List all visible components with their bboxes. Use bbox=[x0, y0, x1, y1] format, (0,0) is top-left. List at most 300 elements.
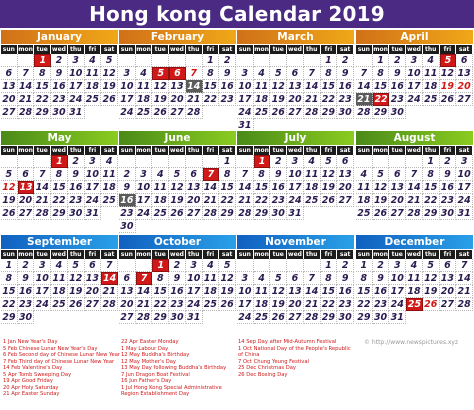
day-cell: 5 bbox=[423, 259, 440, 272]
day-cell: 15 bbox=[34, 80, 51, 93]
day-cell: 29 bbox=[373, 106, 390, 119]
day-cell: 6 bbox=[1, 67, 18, 80]
day-cell: 6 bbox=[337, 155, 354, 168]
day-grid bbox=[1, 54, 118, 119]
day-cell: 13 bbox=[337, 168, 354, 181]
day-cell: 17 bbox=[186, 285, 203, 298]
day-cell: 15 bbox=[219, 181, 236, 194]
day-cell: 20 bbox=[389, 194, 406, 207]
weekday-label: sat bbox=[101, 146, 118, 155]
day-cell: 22 bbox=[1, 298, 18, 311]
day-cell: 20 bbox=[287, 93, 304, 106]
day-cell: 1 bbox=[356, 259, 373, 272]
day-cell: 29 bbox=[219, 207, 236, 220]
day-cell: 15 bbox=[321, 285, 338, 298]
day-cell: 28 bbox=[304, 311, 321, 324]
day-cell-empty bbox=[237, 259, 254, 272]
day-cell: 7 bbox=[18, 67, 35, 80]
day-cell: 17 bbox=[287, 181, 304, 194]
holiday-item: 14 Feb Valentine's Day bbox=[3, 365, 63, 371]
day-cell: 8 bbox=[254, 168, 271, 181]
weekday-label: fri bbox=[321, 146, 338, 155]
credit-text: © http://www.newspictures.xyz bbox=[364, 339, 459, 346]
holiday-item: 1 Jan New Year's Day bbox=[3, 339, 58, 345]
day-cell: 17 bbox=[136, 194, 153, 207]
day-cell: 22 bbox=[203, 93, 220, 106]
day-cell: 16 bbox=[68, 181, 85, 194]
day-cell: 18 bbox=[356, 194, 373, 207]
day-cell: 26 bbox=[152, 106, 169, 119]
day-cell: 19 bbox=[219, 285, 236, 298]
day-cell: 16 bbox=[119, 194, 136, 207]
month-april bbox=[356, 30, 473, 119]
weekday-label: sun bbox=[237, 250, 254, 259]
day-cell: 15 bbox=[51, 181, 68, 194]
day-cell: 7 bbox=[406, 168, 423, 181]
day-cell: 6 bbox=[440, 259, 457, 272]
month-august bbox=[356, 131, 473, 220]
day-cell: 2 bbox=[51, 54, 68, 67]
day-cell: 7 bbox=[34, 168, 51, 181]
day-cell: 1 bbox=[219, 155, 236, 168]
weekday-label: wed bbox=[170, 251, 184, 258]
day-cell: 25 bbox=[51, 298, 68, 311]
day-cell: 8 bbox=[203, 67, 220, 80]
day-cell: 12 bbox=[270, 80, 287, 93]
weekday-label: tue bbox=[34, 45, 51, 54]
day-cell: 31 bbox=[389, 311, 406, 324]
day-cell: 20 bbox=[287, 298, 304, 311]
weekday-label: tue bbox=[270, 250, 287, 259]
day-cell: 4 bbox=[254, 272, 271, 285]
day-cell: 22 bbox=[423, 194, 440, 207]
day-cell: 8 bbox=[321, 67, 338, 80]
day-cell: 15 bbox=[321, 80, 338, 93]
holiday-item: 12 May Buddha's Birthday bbox=[121, 352, 190, 358]
weekday-label: wed bbox=[52, 251, 66, 258]
day-cell: 26 bbox=[1, 207, 18, 220]
day-cell: 17 bbox=[119, 93, 136, 106]
weekday-label: fri bbox=[440, 45, 457, 54]
day-cell: 6 bbox=[18, 168, 35, 181]
day-cell: 25 bbox=[136, 106, 153, 119]
day-cell: 4 bbox=[203, 259, 220, 272]
day-cell: 3 bbox=[68, 54, 85, 67]
day-cell-empty bbox=[237, 155, 254, 168]
day-cell: 9 bbox=[337, 272, 354, 285]
day-cell: 7 bbox=[101, 259, 118, 272]
day-grid bbox=[356, 54, 473, 119]
weekday-label: fri bbox=[85, 250, 102, 259]
day-cell: 12 bbox=[152, 80, 169, 93]
month-june bbox=[119, 131, 236, 233]
day-cell: 3 bbox=[136, 168, 153, 181]
day-cell: 5 bbox=[270, 272, 287, 285]
day-cell: 21 bbox=[406, 194, 423, 207]
month-name: February bbox=[119, 30, 236, 44]
day-cell-empty bbox=[406, 155, 423, 168]
day-cell: 7 bbox=[456, 259, 473, 272]
day-cell: 16 bbox=[18, 285, 35, 298]
weekday-header bbox=[119, 146, 236, 155]
day-cell: 25 bbox=[101, 194, 118, 207]
holiday-item: 19 Apr Good Friday bbox=[3, 378, 53, 384]
day-cell: 2 bbox=[270, 155, 287, 168]
weekday-label: sat bbox=[101, 250, 118, 259]
day-cell: 2 bbox=[18, 259, 35, 272]
day-cell: 15 bbox=[152, 285, 169, 298]
day-cell: 24 bbox=[136, 207, 153, 220]
weekday-label: wed bbox=[52, 147, 66, 154]
weekday-header bbox=[1, 250, 118, 259]
day-cell: 24 bbox=[34, 298, 51, 311]
day-cell: 18 bbox=[101, 181, 118, 194]
day-cell: 1 bbox=[51, 155, 68, 168]
day-cell: 27 bbox=[85, 298, 102, 311]
day-cell: 19 bbox=[423, 285, 440, 298]
day-cell: 16 bbox=[440, 181, 457, 194]
day-cell: 13 bbox=[456, 67, 473, 80]
day-cell: 20 bbox=[85, 285, 102, 298]
day-cell: 24 bbox=[237, 311, 254, 324]
day-grid bbox=[356, 259, 473, 324]
day-cell: 17 bbox=[456, 181, 473, 194]
weekday-label: mon bbox=[18, 46, 33, 53]
day-cell: 1 bbox=[34, 54, 51, 67]
day-cell-empty bbox=[119, 155, 136, 168]
day-cell: 1 bbox=[1, 259, 18, 272]
day-grid bbox=[1, 259, 118, 324]
day-cell: 20 bbox=[1, 93, 18, 106]
month-name: January bbox=[1, 30, 118, 44]
day-cell: 11 bbox=[356, 181, 373, 194]
weekday-label: sun bbox=[237, 146, 254, 155]
day-cell: 13 bbox=[440, 272, 457, 285]
day-cell-empty bbox=[119, 259, 136, 272]
day-grid bbox=[356, 155, 473, 220]
day-cell: 26 bbox=[68, 298, 85, 311]
weekday-label: thu bbox=[304, 146, 321, 155]
day-cell: 24 bbox=[119, 106, 136, 119]
day-cell: 4 bbox=[85, 54, 102, 67]
weekday-label: tue bbox=[389, 146, 406, 155]
day-grid bbox=[119, 259, 236, 324]
day-cell: 20 bbox=[18, 194, 35, 207]
holiday-item: 7 Feb Third day of Chinese Lunar New Year bbox=[3, 358, 115, 365]
day-cell: 17 bbox=[34, 285, 51, 298]
weekday-header bbox=[1, 45, 118, 54]
day-cell: 11 bbox=[101, 168, 118, 181]
weekday-label: sun bbox=[119, 146, 136, 155]
day-cell-empty bbox=[152, 155, 169, 168]
day-cell: 27 bbox=[456, 93, 473, 106]
day-cell: 7 bbox=[304, 67, 321, 80]
day-cell: 1 bbox=[254, 155, 271, 168]
day-cell: 16 bbox=[219, 80, 236, 93]
day-cell: 14 bbox=[456, 272, 473, 285]
day-cell: 24 bbox=[389, 298, 406, 311]
day-cell: 27 bbox=[440, 298, 457, 311]
day-cell: 28 bbox=[456, 298, 473, 311]
holiday-list-1 bbox=[3, 339, 121, 398]
day-cell: 12 bbox=[219, 272, 236, 285]
day-cell: 3 bbox=[237, 272, 254, 285]
holiday-item: 1 Oct National Day of the People's Republic of China bbox=[238, 345, 351, 358]
weekday-header bbox=[356, 45, 473, 54]
day-cell: 12 bbox=[321, 168, 338, 181]
day-cell: 28 bbox=[304, 106, 321, 119]
weekday-label: fri bbox=[321, 250, 338, 259]
day-cell: 4 bbox=[51, 259, 68, 272]
day-cell: 1 bbox=[152, 259, 169, 272]
day-cell: 30 bbox=[337, 106, 354, 119]
day-cell: 23 bbox=[389, 93, 406, 106]
day-cell: 7 bbox=[304, 272, 321, 285]
day-cell: 18 bbox=[85, 80, 102, 93]
day-cell: 23 bbox=[18, 298, 35, 311]
day-cell: 21 bbox=[186, 93, 203, 106]
day-cell-empty bbox=[389, 155, 406, 168]
day-cell: 18 bbox=[254, 298, 271, 311]
day-cell: 30 bbox=[119, 220, 136, 233]
day-cell: 13 bbox=[186, 181, 203, 194]
weekday-label: sun bbox=[119, 250, 136, 259]
weekday-label: mon bbox=[254, 147, 269, 154]
day-cell: 29 bbox=[152, 311, 169, 324]
day-cell: 29 bbox=[321, 311, 338, 324]
day-cell: 24 bbox=[456, 194, 473, 207]
day-cell: 26 bbox=[101, 93, 118, 106]
day-cell: 19 bbox=[321, 181, 338, 194]
month-name: December bbox=[356, 235, 473, 249]
day-cell: 15 bbox=[423, 181, 440, 194]
day-cell: 13 bbox=[19, 182, 33, 193]
day-cell: 11 bbox=[423, 67, 440, 80]
day-cell: 25 bbox=[152, 207, 169, 220]
day-cell: 7 bbox=[186, 67, 203, 80]
weekday-label: thu bbox=[68, 146, 85, 155]
day-cell: 14 bbox=[356, 80, 373, 93]
day-cell: 28 bbox=[237, 207, 254, 220]
day-cell: 16 bbox=[270, 181, 287, 194]
holiday-item: 5 Feb Chinese Lunar New Year's Day bbox=[3, 345, 98, 352]
day-cell: 10 bbox=[389, 272, 406, 285]
day-cell: 24 bbox=[287, 194, 304, 207]
weekday-header bbox=[356, 250, 473, 259]
day-cell: 2 bbox=[68, 155, 85, 168]
weekday-label: fri bbox=[203, 146, 220, 155]
day-cell: 17 bbox=[237, 93, 254, 106]
day-cell: 3 bbox=[34, 259, 51, 272]
calendar-title: Hong kong Calendar 2019 bbox=[89, 2, 385, 26]
day-cell: 27 bbox=[337, 194, 354, 207]
day-cell: 19 bbox=[373, 194, 390, 207]
day-cell: 2 bbox=[373, 259, 390, 272]
day-cell: 21 bbox=[18, 93, 35, 106]
holiday-item: 1 May Labour Day bbox=[121, 345, 169, 352]
day-cell: 8 bbox=[1, 272, 18, 285]
weekday-label: thu bbox=[186, 45, 203, 54]
month-may bbox=[1, 131, 118, 220]
day-cell: 16 bbox=[389, 80, 406, 93]
day-cell: 14 bbox=[34, 181, 51, 194]
day-cell: 17 bbox=[68, 80, 85, 93]
weekday-label: thu bbox=[68, 45, 85, 54]
month-name: April bbox=[356, 30, 473, 44]
day-cell: 21 bbox=[136, 298, 153, 311]
month-name: June bbox=[119, 131, 236, 145]
weekday-label: thu bbox=[186, 146, 203, 155]
day-cell: 27 bbox=[389, 207, 406, 220]
day-cell: 25 bbox=[254, 311, 271, 324]
month-name: October bbox=[119, 235, 236, 249]
day-cell: 27 bbox=[1, 106, 18, 119]
day-cell: 8 bbox=[321, 272, 338, 285]
weekday-label: sun bbox=[119, 45, 136, 54]
day-cell: 22 bbox=[254, 194, 271, 207]
day-cell: 21 bbox=[34, 194, 51, 207]
month-name: September bbox=[1, 235, 118, 249]
day-cell: 17 bbox=[85, 181, 102, 194]
day-cell: 9 bbox=[119, 181, 136, 194]
holiday-item: 7 Oct Chung Yeung Festival bbox=[238, 358, 309, 365]
day-cell: 11 bbox=[406, 272, 423, 285]
day-cell: 3 bbox=[186, 259, 203, 272]
day-cell: 18 bbox=[152, 194, 169, 207]
day-cell: 20 bbox=[456, 80, 473, 93]
day-cell: 4 bbox=[136, 67, 153, 80]
weekday-label: tue bbox=[152, 45, 169, 54]
day-cell: 26 bbox=[270, 106, 287, 119]
day-cell: 21 bbox=[237, 194, 254, 207]
day-cell: 21 bbox=[304, 298, 321, 311]
day-cell: 5 bbox=[68, 259, 85, 272]
day-cell: 28 bbox=[406, 207, 423, 220]
holiday-item: 5 Apr Tomb Sweeping Day bbox=[3, 371, 72, 378]
weekday-label: fri bbox=[85, 146, 102, 155]
day-cell: 14 bbox=[237, 181, 254, 194]
month-name: November bbox=[237, 235, 354, 249]
day-cell: 29 bbox=[254, 207, 271, 220]
weekday-label: wed bbox=[407, 46, 421, 53]
weekday-label: mon bbox=[373, 46, 388, 53]
day-cell: 12 bbox=[440, 67, 457, 80]
day-cell: 27 bbox=[18, 207, 35, 220]
weekday-label: sat bbox=[219, 250, 236, 259]
day-cell: 30 bbox=[440, 207, 457, 220]
day-cell: 15 bbox=[254, 181, 271, 194]
day-cell-empty bbox=[287, 259, 304, 272]
day-cell: 18 bbox=[406, 285, 423, 298]
day-grid bbox=[237, 155, 354, 220]
day-cell: 20 bbox=[119, 298, 136, 311]
day-cell-empty bbox=[254, 54, 271, 67]
day-cell: 2 bbox=[169, 259, 186, 272]
day-cell: 2 bbox=[440, 155, 457, 168]
day-cell: 14 bbox=[406, 181, 423, 194]
day-cell: 23 bbox=[119, 207, 136, 220]
weekday-label: thu bbox=[304, 45, 321, 54]
day-cell: 14 bbox=[304, 285, 321, 298]
day-cell: 28 bbox=[356, 106, 373, 119]
day-cell: 29 bbox=[321, 106, 338, 119]
day-cell: 22 bbox=[51, 194, 68, 207]
weekday-label: tue bbox=[152, 250, 169, 259]
day-cell: 26 bbox=[169, 207, 186, 220]
month-february bbox=[119, 30, 236, 119]
weekday-label: mon bbox=[373, 251, 388, 258]
day-cell-empty bbox=[356, 54, 373, 67]
day-cell: 8 bbox=[373, 67, 390, 80]
day-cell: 6 bbox=[287, 67, 304, 80]
day-cell: 19 bbox=[169, 194, 186, 207]
day-grid bbox=[237, 54, 354, 132]
month-october bbox=[119, 235, 236, 324]
day-cell: 9 bbox=[68, 168, 85, 181]
day-cell: 25 bbox=[407, 299, 422, 310]
weekday-label: thu bbox=[304, 250, 321, 259]
day-cell: 29 bbox=[1, 311, 18, 324]
weekday-label: wed bbox=[288, 46, 302, 53]
weekday-label: wed bbox=[288, 251, 302, 258]
day-cell: 7 bbox=[136, 272, 153, 285]
holiday-item: 12 May Mother's Day bbox=[121, 358, 176, 365]
day-cell: 22 bbox=[152, 298, 169, 311]
weekday-label: tue bbox=[152, 146, 169, 155]
weekday-label: wed bbox=[407, 147, 421, 154]
weekday-label: mon bbox=[18, 147, 33, 154]
day-cell: 11 bbox=[254, 80, 271, 93]
weekday-label: sun bbox=[356, 45, 373, 54]
day-cell-empty bbox=[270, 259, 287, 272]
day-cell-empty bbox=[186, 155, 203, 168]
day-cell: 30 bbox=[270, 207, 287, 220]
day-cell-empty bbox=[373, 155, 390, 168]
day-cell: 3 bbox=[237, 67, 254, 80]
day-cell: 6 bbox=[287, 272, 304, 285]
day-cell: 5 bbox=[270, 67, 287, 80]
day-cell: 19 bbox=[152, 93, 169, 106]
day-cell-empty bbox=[136, 54, 153, 67]
day-cell: 4 bbox=[406, 259, 423, 272]
weekday-label: thu bbox=[423, 250, 440, 259]
weekday-label: sat bbox=[456, 146, 473, 155]
weekday-label: thu bbox=[423, 146, 440, 155]
day-cell: 12 bbox=[169, 181, 186, 194]
weekday-label: sun bbox=[1, 146, 18, 155]
day-cell: 13 bbox=[389, 181, 406, 194]
day-cell: 13 bbox=[119, 285, 136, 298]
day-cell: 30 bbox=[373, 311, 390, 324]
day-cell: 22 bbox=[321, 298, 338, 311]
day-cell: 14 bbox=[103, 273, 117, 284]
day-cell: 25 bbox=[423, 93, 440, 106]
day-cell: 8 bbox=[219, 168, 236, 181]
month-september bbox=[1, 235, 118, 324]
day-cell: 11 bbox=[136, 80, 153, 93]
day-cell: 24 bbox=[85, 194, 102, 207]
day-cell-empty bbox=[18, 155, 35, 168]
weekday-header bbox=[356, 146, 473, 155]
weekday-header bbox=[119, 250, 236, 259]
day-grid bbox=[119, 54, 236, 119]
day-cell: 30 bbox=[389, 106, 406, 119]
day-cell-empty bbox=[1, 54, 18, 67]
day-cell: 28 bbox=[136, 311, 153, 324]
day-cell: 10 bbox=[34, 272, 51, 285]
day-cell: 11 bbox=[85, 67, 102, 80]
day-cell-empty bbox=[169, 155, 186, 168]
